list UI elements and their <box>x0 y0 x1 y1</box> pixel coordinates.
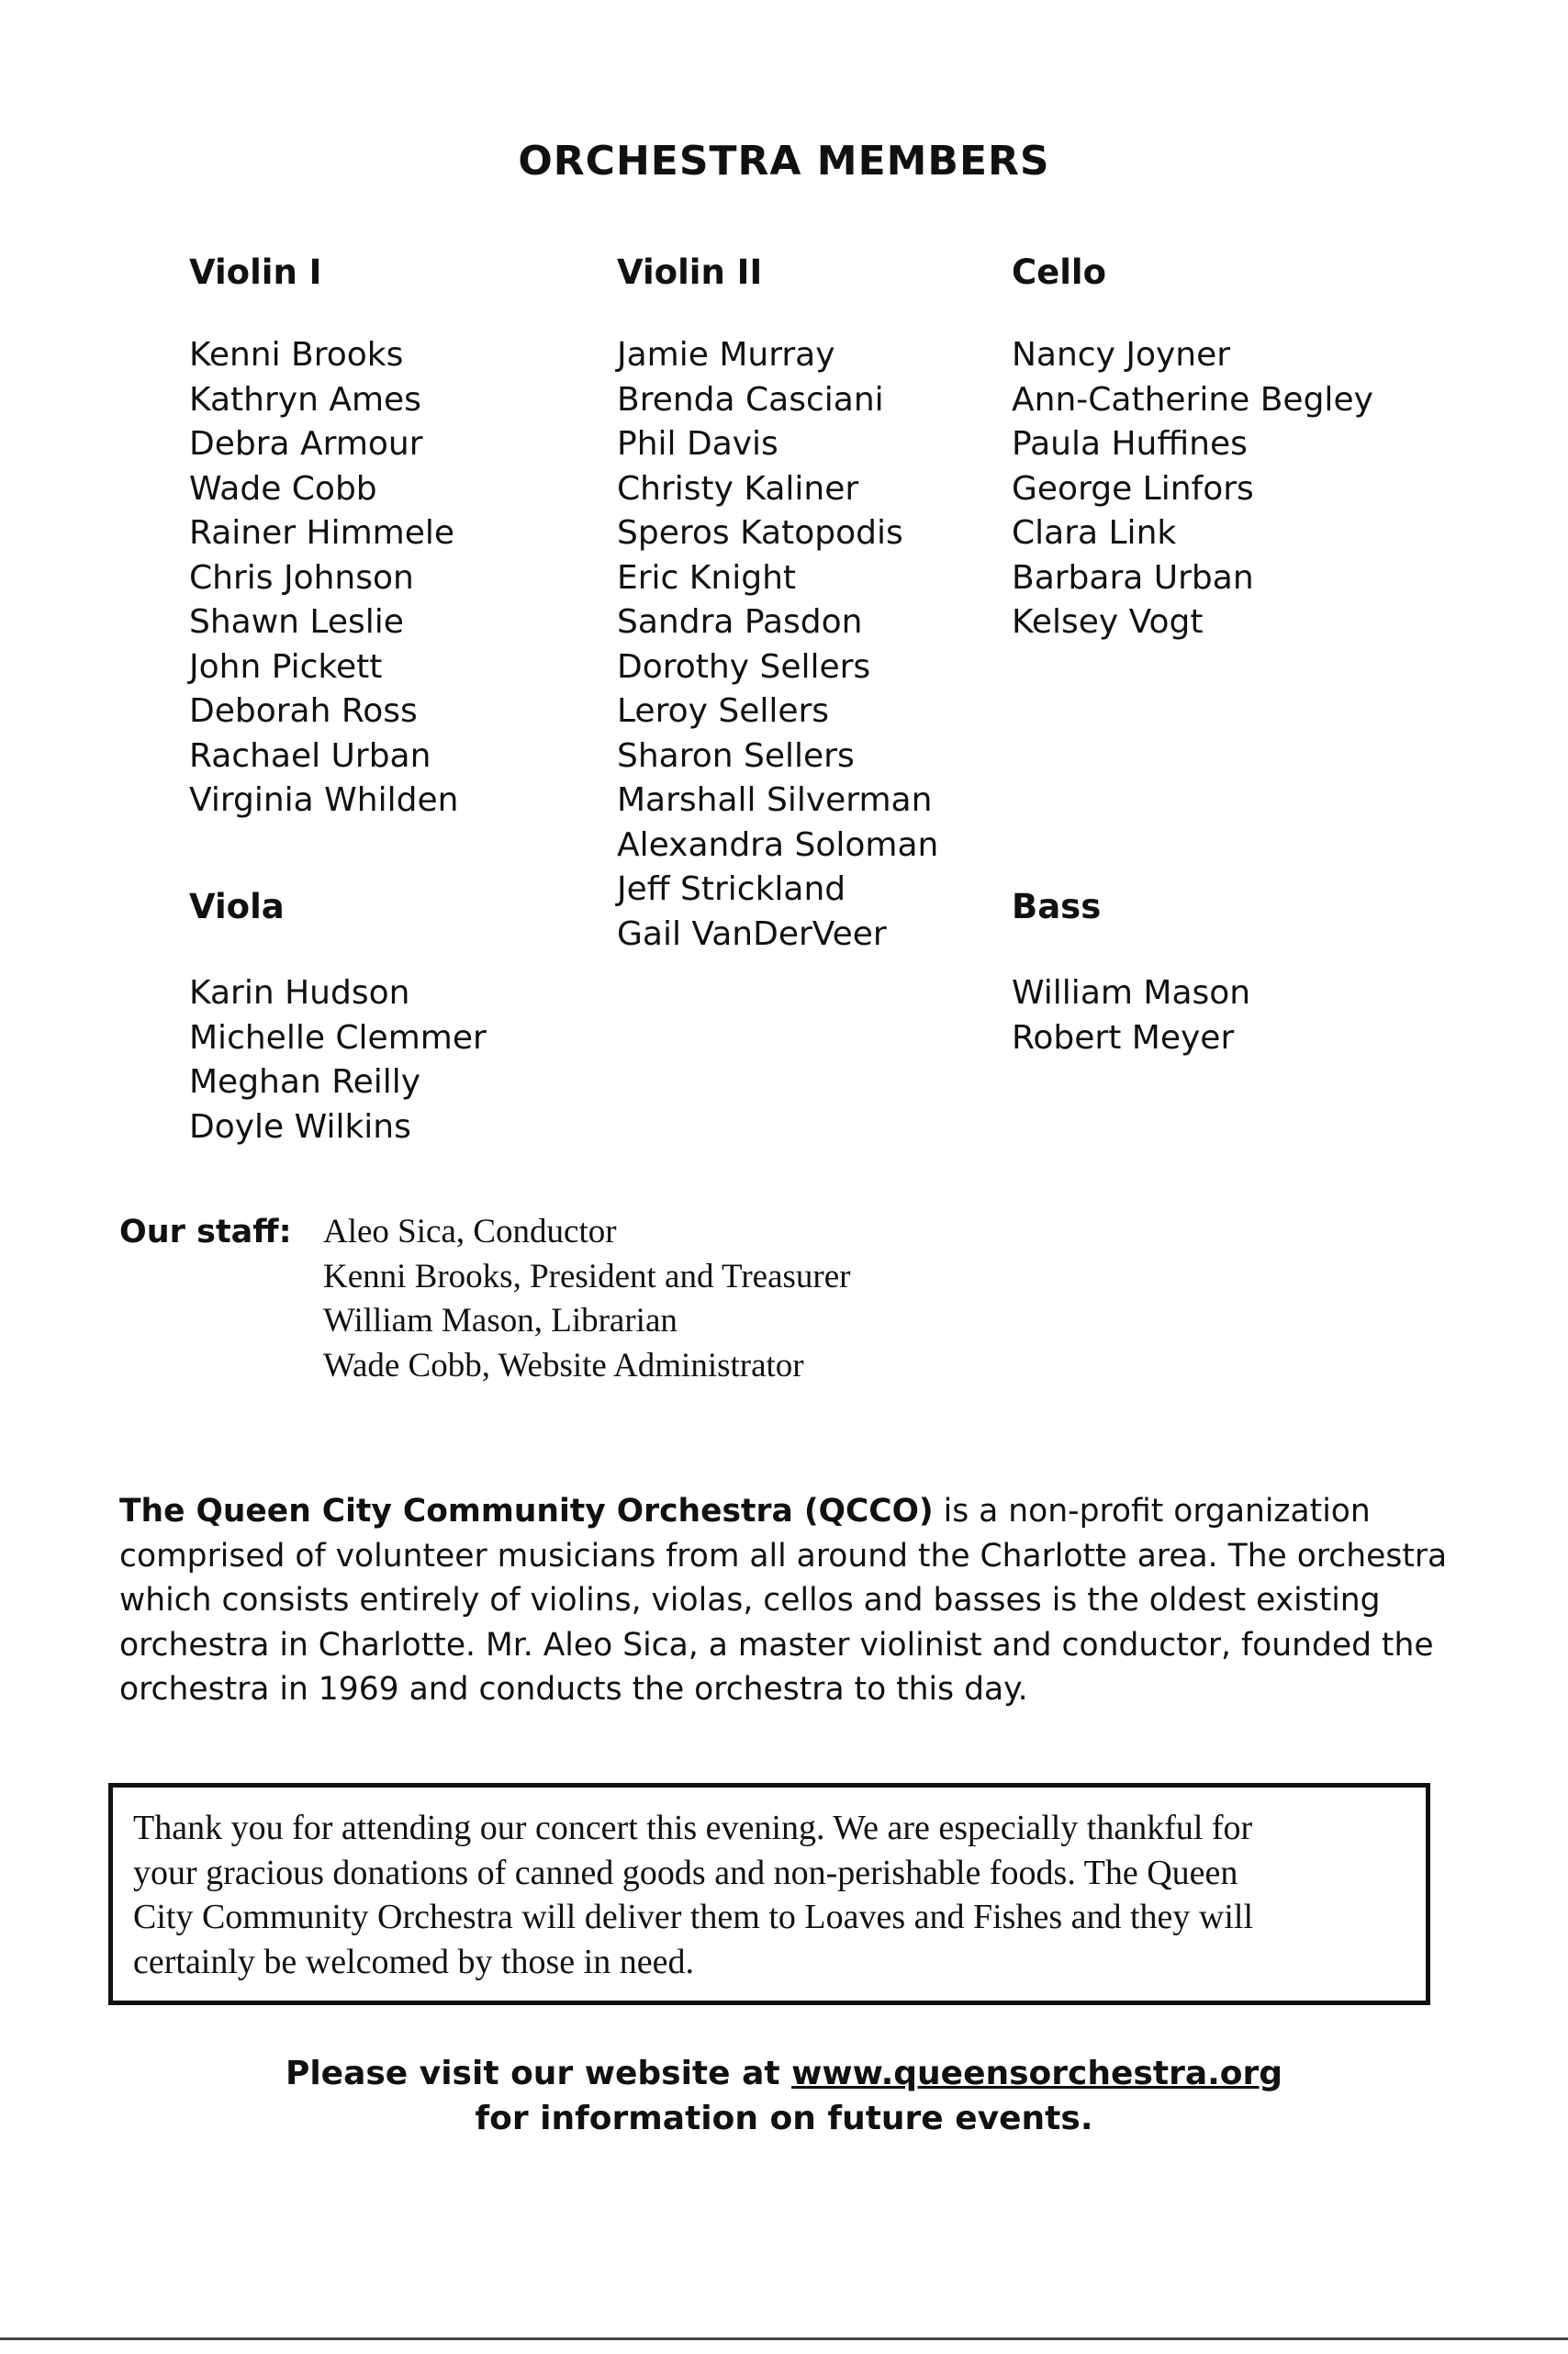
list-item: your gracious donations of canned goods and non-perishable foods. The Queen <box>133 1853 1238 1892</box>
bass-heading: Bass <box>1012 887 1102 926</box>
list-item: Kenni Brooks <box>189 336 404 374</box>
list-item: Ann-Catherine Begley <box>1012 380 1373 419</box>
website-notice <box>0 2051 1568 2141</box>
list-item: Gail VanDerVeer <box>617 914 887 953</box>
org-name: The Queen City Community Orchestra (QCCO) <box>119 1493 934 1530</box>
violin2-list <box>617 333 938 957</box>
list-item: orchestra in 1969 and conducts the orchestra to this day. <box>119 1671 1028 1708</box>
list-item: Thank you for attending our concert this evening. We are especially thankful for <box>133 1809 1253 1847</box>
list-item: Eric Knight <box>617 558 796 597</box>
list-item: which consists entirely of violins, violas, cellos and basses is the oldest existing <box>119 1582 1381 1619</box>
list-item: Sharon Sellers <box>617 736 855 775</box>
list-item: Phil Davis <box>617 425 778 463</box>
thank-you-text <box>133 1806 1407 1984</box>
list-item: Karin Hudson <box>189 974 410 1012</box>
website-link[interactable]: www.queensorchestra.org <box>791 2055 1283 2092</box>
viola-heading: Viola <box>189 887 285 926</box>
list-item: Shawn Leslie <box>189 603 404 641</box>
list-item: Kenni Brooks, President and Treasurer <box>323 1257 851 1295</box>
list-item: William Mason, Librarian <box>323 1302 678 1340</box>
violin1-heading: Violin I <box>189 252 322 292</box>
list-item: Clara Link <box>1012 514 1177 552</box>
list-item: Sandra Pasdon <box>617 603 863 641</box>
staff-list <box>323 1210 850 1388</box>
footer-divider <box>0 2337 1568 2340</box>
bass-list <box>1012 971 1250 1060</box>
list-item: Wade Cobb <box>189 469 377 508</box>
list-item: Meghan Reilly <box>189 1063 421 1101</box>
about-paragraph <box>119 1489 1460 1712</box>
list-item: Virginia Whilden <box>189 781 459 819</box>
list-item: Speros Katopodis <box>617 514 903 552</box>
list-item: George Linfors <box>1012 469 1254 508</box>
list-item: Chris Johnson <box>189 558 414 597</box>
thank-you-box <box>108 1783 1430 2005</box>
list-item: Rainer Himmele <box>189 514 455 552</box>
list-item: Jamie Murray <box>617 336 835 374</box>
list-item: Alexandra Soloman <box>617 825 939 864</box>
list-item: City Community Orchestra will deliver them to Loaves and Fishes and they will <box>133 1898 1254 1936</box>
list-item: William Mason <box>1012 974 1251 1012</box>
list-item: Deborah Ross <box>189 692 418 730</box>
list-item: Debra Armour <box>189 425 423 463</box>
staff-label: Our staff: <box>119 1214 292 1250</box>
page-title: ORCHESTRA MEMBERS <box>518 138 1050 185</box>
cello-list <box>1012 333 1373 645</box>
list-item: Rachael Urban <box>189 736 431 775</box>
list-item: Brenda Casciani <box>617 380 884 419</box>
list-item: Dorothy Sellers <box>617 647 871 686</box>
about-line-1-rest: is a non-profit organization <box>933 1493 1371 1530</box>
list-item: Kelsey Vogt <box>1012 603 1204 641</box>
list-item: Barbara Urban <box>1012 558 1254 597</box>
list-item: Doyle Wilkins <box>189 1107 411 1146</box>
cello-heading: Cello <box>1012 252 1107 292</box>
list-item: Marshall Silverman <box>617 781 933 819</box>
violin1-list <box>189 333 458 824</box>
viola-list <box>189 971 487 1149</box>
list-item: Wade Cobb, Website Administrator <box>323 1346 804 1384</box>
list-item: Kathryn Ames <box>189 380 421 419</box>
website-line-2: for information on future events. <box>475 2100 1093 2137</box>
list-item: Robert Meyer <box>1012 1018 1235 1057</box>
list-item: orchestra in Charlotte. Mr. Aleo Sica, a master violinist and conductor, founded the <box>119 1626 1434 1664</box>
list-item: Michelle Clemmer <box>189 1018 487 1057</box>
list-item: Paula Huffines <box>1012 425 1248 463</box>
about-line <box>119 1489 1460 1534</box>
about-lines <box>119 1534 1460 1712</box>
website-prefix: Please visit our website at <box>285 2055 792 2092</box>
list-item: Leroy Sellers <box>617 692 830 730</box>
list-item: Aleo Sica, Conductor <box>323 1213 617 1250</box>
list-item: comprised of volunteer musicians from all around the Charlotte area. The orchestra <box>119 1537 1448 1575</box>
list-item: certainly be welcomed by those in need. <box>133 1942 694 1981</box>
list-item: Jeff Strickland <box>617 870 846 908</box>
list-item: John Pickett <box>189 647 383 686</box>
violin2-heading: Violin II <box>617 252 763 292</box>
list-item: Nancy Joyner <box>1012 336 1231 374</box>
list-item: Christy Kaliner <box>617 469 859 508</box>
